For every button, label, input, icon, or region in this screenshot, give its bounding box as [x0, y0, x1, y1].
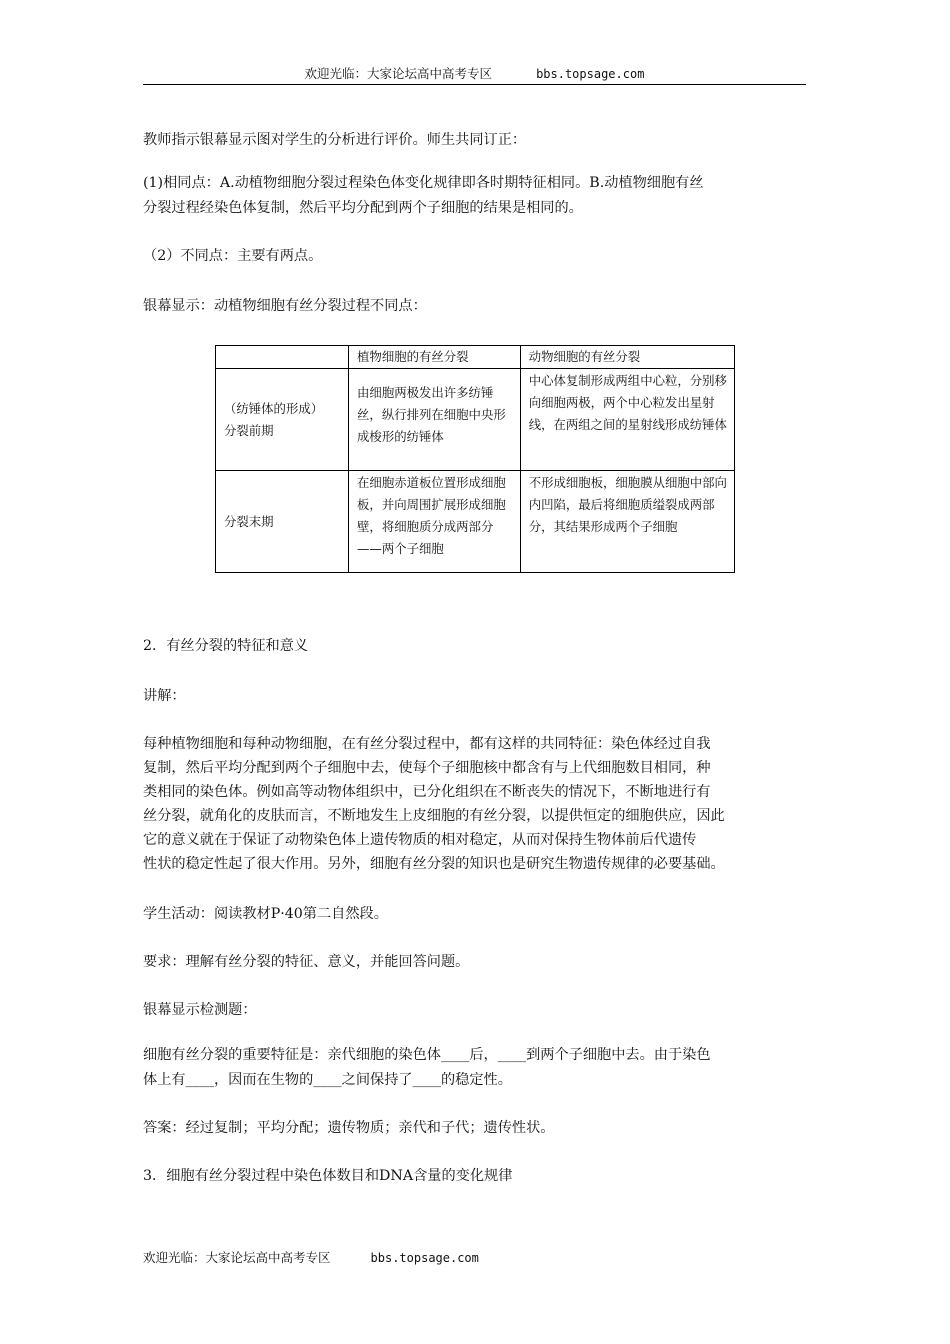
paragraph-features-line1: 每种植物细胞和每种动物细胞，在有丝分裂过程中，都有这样的共同特征：染色体经过自我 [143, 736, 711, 752]
page-footer [143, 1250, 479, 1266]
paragraph-test-line1: 细胞有丝分裂的重要特征是：亲代细胞的染色体____后，____到两个子细胞中去。由于染色 [143, 1047, 711, 1063]
paragraph-teacher-review: 教师指示银幕显示图对学生的分析进行评价。师生共同订正： [143, 132, 527, 148]
paragraph-features-line3: 类相同的染色体。例如高等动物体组织中，已分化组织在不断丧失的情况下，不断地进行有 [143, 784, 711, 800]
paragraph-features-line5: 它的意义就在于保证了动物染色体上遗传物质的相对稳定，从而对保持生物体前后代遗传 [143, 832, 697, 848]
cell-text: 中心体复制形成两组中心粒，分别移向细胞两极，两个中心粒发出星射线，在两组之间的星射线形成纺锤体 [528, 373, 727, 432]
page-header [143, 66, 806, 85]
row-label-line1: （纺锤体的形成） [224, 401, 324, 416]
table-cell-animal [520, 471, 734, 573]
paragraph-similarities-line1: (1)相同点：A.动植物细胞分裂过程染色体变化规律即各时期特征相同。B.动植物细胞有丝 [143, 175, 704, 191]
footer-site-link[interactable]: bbs.topsage.com [370, 1251, 479, 1265]
paragraph-test-line2: 体上有____，因而在生物的____之间保持了____的稳定性。 [143, 1072, 512, 1088]
paragraph-differences: （2）不同点：主要有两点。 [143, 248, 323, 264]
row-label-line1: 分裂末期 [224, 514, 274, 529]
section-heading-chromosome: 3．细胞有丝分裂过程中染色体数目和DNA含量的变化规律 [143, 1168, 513, 1184]
table-header-cell: 动物细胞的有丝分裂 [520, 346, 734, 369]
paragraph-answer: 答案：经过复制；平均分配；遗传物质；亲代和子代；遗传性状。 [143, 1120, 555, 1136]
table-header-row [216, 346, 735, 369]
table-header-cell: 植物细胞的有丝分裂 [349, 346, 521, 369]
paragraph-screen-differences: 银幕显示：动植物细胞有丝分裂过程不同点： [143, 298, 427, 314]
paragraph-features-line4: 丝分裂，就角化的皮肤而言，不断地发生上皮细胞的有丝分裂，以提供恒定的细胞供应，因此 [143, 808, 725, 824]
comparison-table [215, 345, 735, 573]
table-row [216, 471, 735, 573]
table-cell-plant [349, 369, 521, 471]
cell-text: 不形成细胞板，细胞膜从细胞中部向内凹陷，最后将细胞质缢裂成两部分，其结果形成两个子细胞 [528, 475, 727, 534]
paragraph-features-line2: 复制，然后平均分配到两个子细胞中去，使每个子细胞核中都含有与上代细胞数目相同，种 [143, 760, 711, 776]
paragraph-features-line6: 性状的稳定性起了很大作用。另外，细胞有丝分裂的知识也是研究生物遗传规律的必要基础。 [143, 856, 725, 872]
cell-text: 由细胞两极发出许多纺锤丝，纵行排列在细胞中央形成梭形的纺锤体 [357, 385, 506, 444]
table-header-cell [216, 346, 349, 369]
cell-text: 在细胞赤道板位置形成细胞板，并向周围扩展形成细胞壁，将细胞质分成两部分——两个子细胞 [357, 475, 506, 556]
header-site-link[interactable]: bbs.topsage.com [536, 67, 645, 81]
table-row [216, 369, 735, 471]
table-cell-animal [520, 369, 734, 471]
header-welcome-text: 欢迎光临：大家论坛高中高考专区 [304, 66, 493, 81]
table-cell-plant [349, 471, 521, 573]
table-row-label [216, 471, 349, 573]
row-label-line2: 分裂前期 [224, 423, 274, 438]
footer-welcome-text: 欢迎光临：大家论坛高中高考专区 [143, 1250, 331, 1265]
table-row-label [216, 369, 349, 471]
paragraph-similarities-line2: 分裂过程经染色体复制，然后平均分配到两个子细胞的结果是相同的。 [143, 200, 583, 216]
paragraph-student-activity: 学生活动：阅读教材P·40第二自然段。 [143, 906, 388, 922]
paragraph-test-heading: 银幕显示检测题： [143, 1002, 257, 1018]
paragraph-requirement: 要求：理解有丝分裂的特征、意义，并能回答问题。 [143, 954, 470, 970]
paragraph-lecture-label: 讲解： [143, 688, 186, 704]
section-heading-features: 2．有丝分裂的特征和意义 [143, 638, 309, 654]
